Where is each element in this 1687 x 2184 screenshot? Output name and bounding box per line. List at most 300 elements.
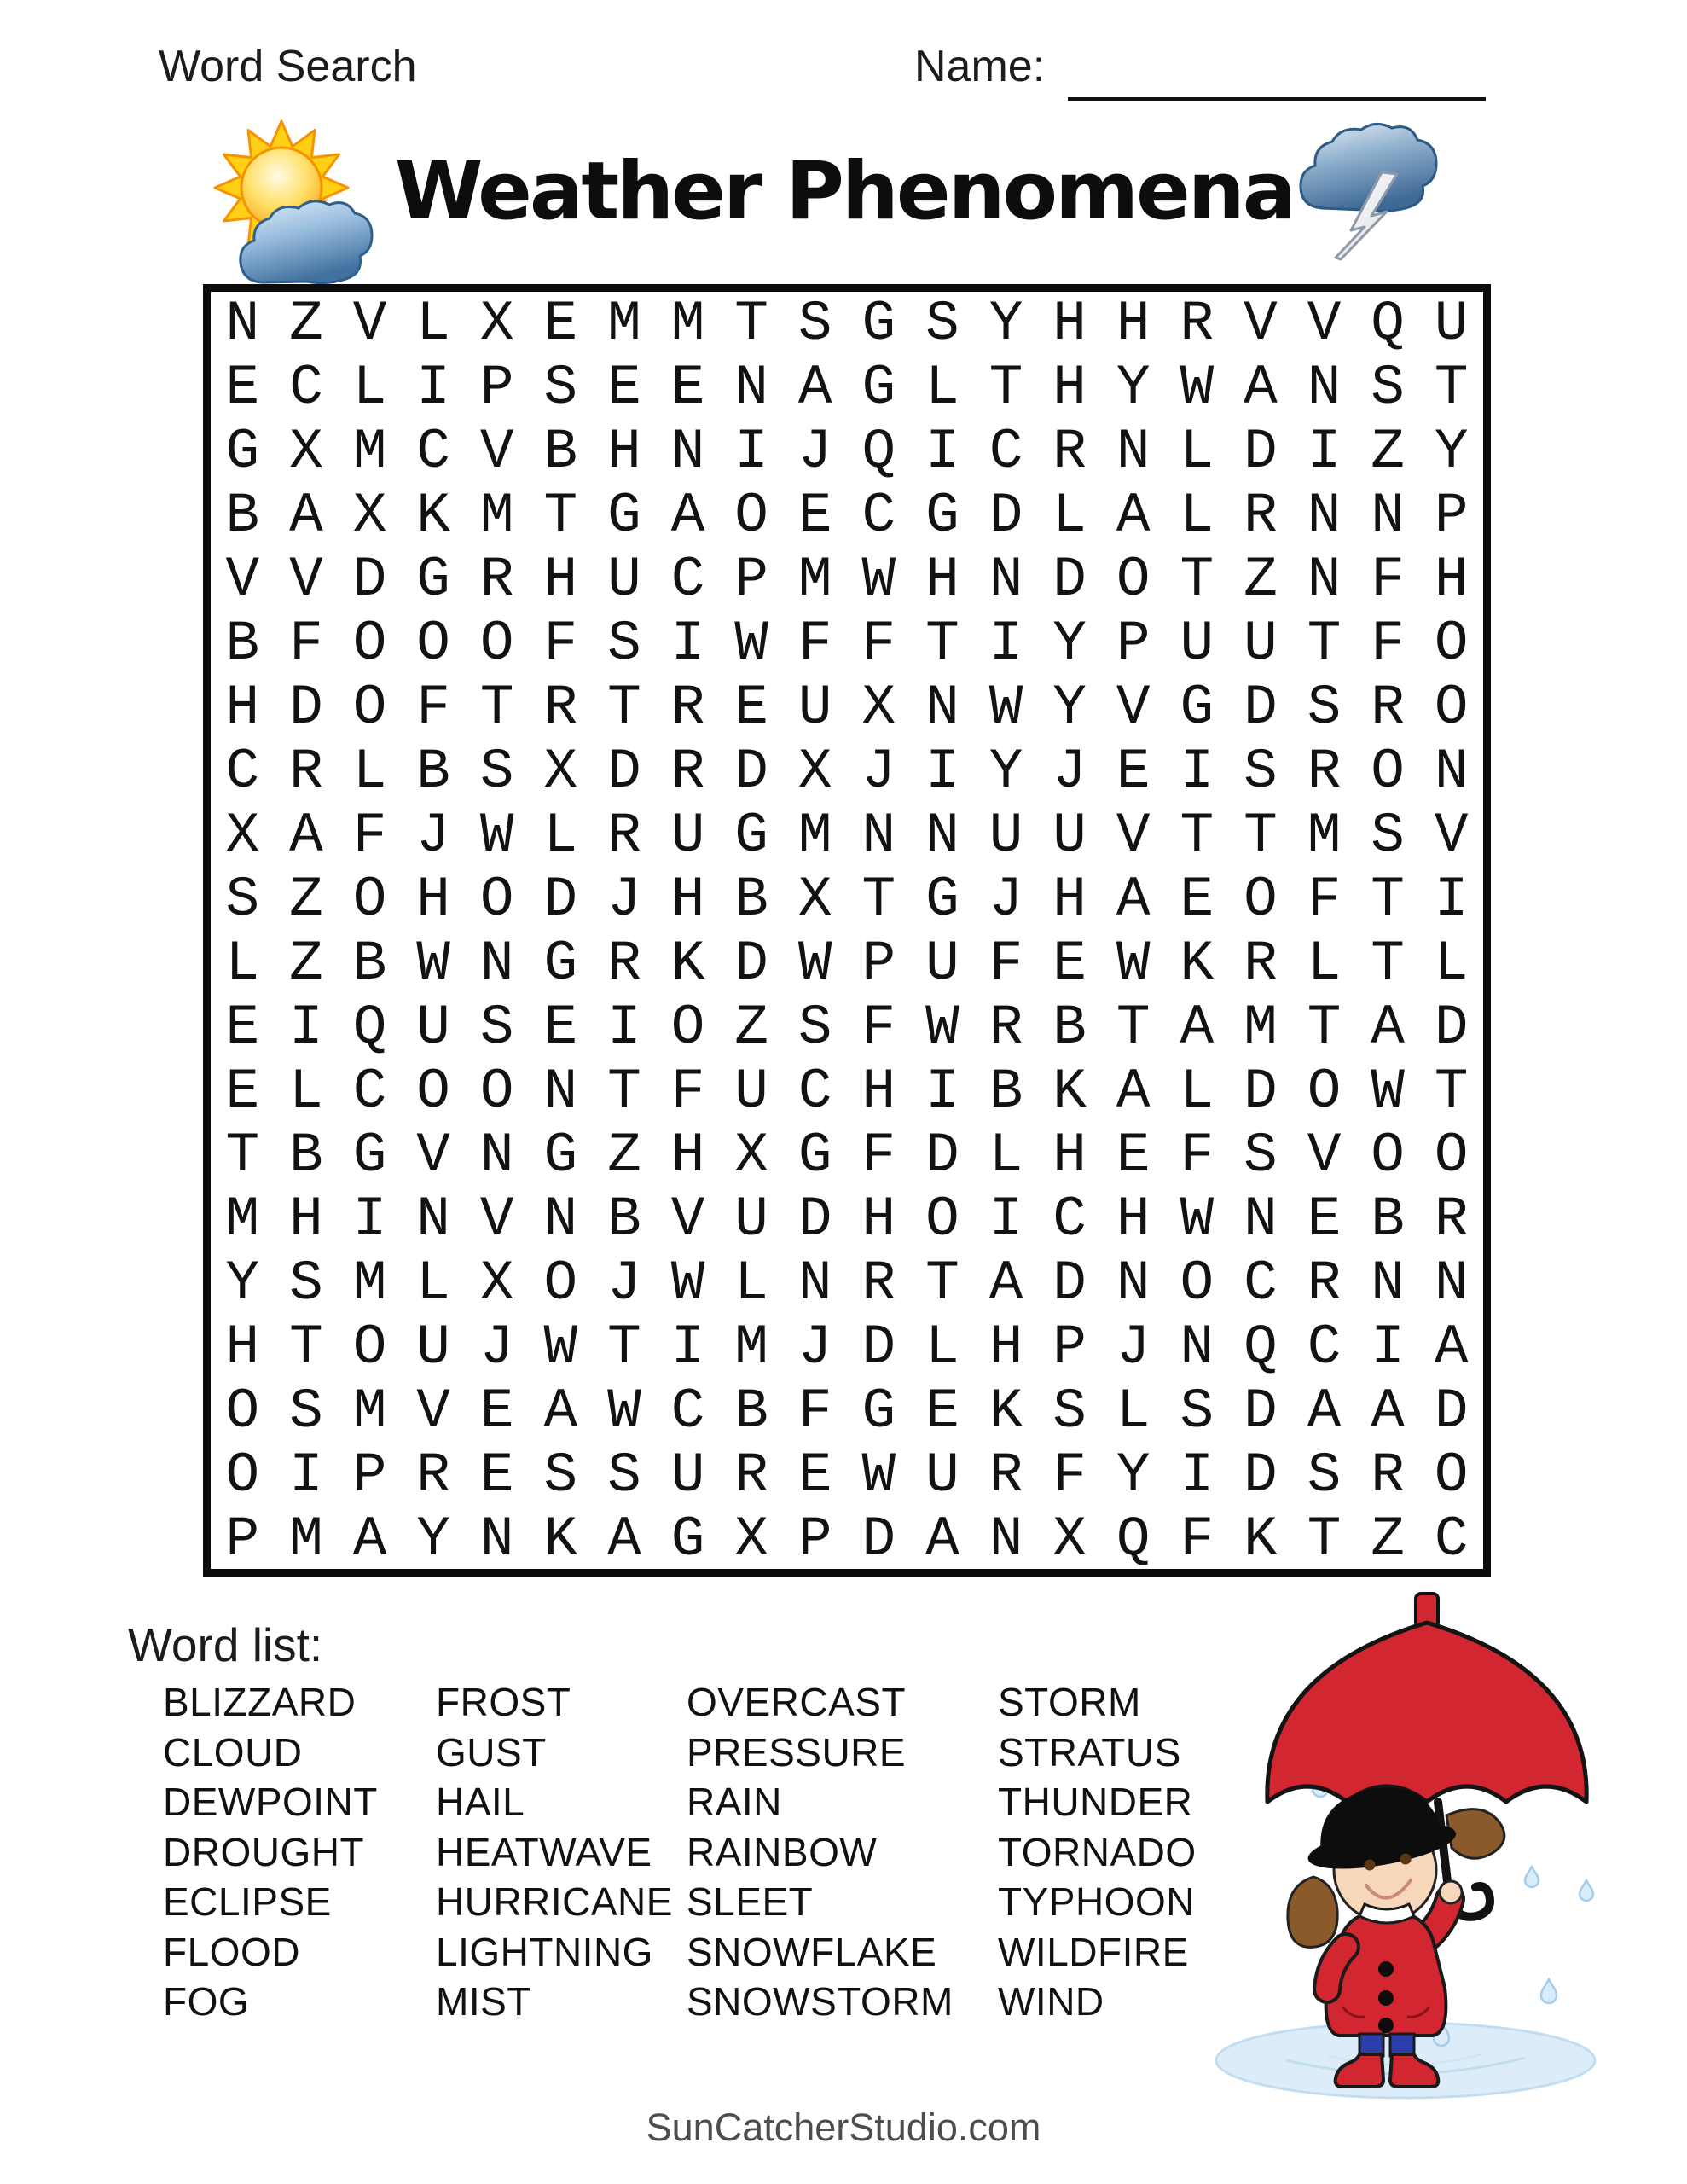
grid-letter: R (479, 548, 514, 612)
grid-letter: V (1307, 1124, 1342, 1188)
grid-letter: K (1052, 1060, 1087, 1124)
word-item: CLOUD (163, 1729, 303, 1774)
grid-letter: O (352, 1316, 387, 1380)
grid-letter: I (1371, 1316, 1405, 1380)
grid-letter: C (1434, 1507, 1469, 1571)
grid-letter: L (925, 356, 959, 420)
grid-letter: P (479, 356, 514, 420)
grid-letter: J (861, 740, 896, 804)
grid-letter: U (734, 1188, 768, 1252)
grid-letter: E (1307, 1188, 1342, 1252)
grid-letter: Y (1052, 612, 1087, 676)
grid-letter: C (670, 548, 705, 612)
grid-letter: D (1244, 1380, 1278, 1443)
grid-letter: G (925, 484, 959, 548)
grid-letter: N (543, 1188, 578, 1252)
word-item: ECLIPSE (163, 1879, 332, 1925)
grid-letter: Y (1116, 356, 1151, 420)
grid-letter: R (988, 1443, 1023, 1507)
grid-letter: I (734, 420, 768, 484)
grid-letter: V (479, 420, 514, 484)
grid-letter: T (1244, 804, 1278, 868)
grid-letter: H (1116, 1188, 1151, 1252)
word-item: STRATUS (998, 1729, 1181, 1774)
grid-letter: R (1307, 740, 1342, 804)
grid-letter: Q (352, 996, 387, 1060)
grid-letter: F (1307, 868, 1342, 932)
grid-letter: I (289, 996, 323, 1060)
grid-letter: U (988, 804, 1023, 868)
grid-letter: M (225, 1188, 260, 1252)
grid-letter: I (670, 1316, 705, 1380)
grid-letter: E (543, 996, 578, 1060)
grid-letter: V (289, 548, 323, 612)
word-item: STORM (998, 1680, 1141, 1725)
grid-letter: O (543, 1252, 578, 1316)
grid-letter: H (1052, 292, 1087, 356)
grid-letter: M (352, 1252, 387, 1316)
page-title: Weather Phenomena (394, 145, 1295, 238)
grid-letter: R (543, 676, 578, 740)
grid-letter: L (1116, 1380, 1151, 1443)
grid-letter: V (1244, 292, 1278, 356)
grid-letter: D (861, 1316, 896, 1380)
grid-letter: D (1434, 996, 1469, 1060)
grid-letter: C (670, 1380, 705, 1443)
grid-letter: S (1307, 1443, 1342, 1507)
grid-letter: D (797, 1188, 832, 1252)
grid-letter: T (289, 1316, 323, 1380)
word-item: SNOWSTORM (687, 1979, 954, 2024)
grid-letter: J (416, 804, 450, 868)
grid-letter: X (1052, 1507, 1087, 1571)
word-item: RAINBOW (687, 1829, 878, 1874)
grid-letter: O (479, 868, 514, 932)
grid-letter: M (1244, 996, 1278, 1060)
grid-letter: T (607, 676, 641, 740)
grid-letter: Z (289, 868, 323, 932)
grid-letter: E (225, 1060, 260, 1124)
word-item: SNOWFLAKE (687, 1929, 937, 1974)
grid-letter: U (797, 676, 832, 740)
eye-right (1400, 1854, 1412, 1865)
grid-letter: X (479, 1252, 514, 1316)
grid-letter: D (734, 740, 768, 804)
grid-letter: S (797, 996, 832, 1060)
word-item: MIST (436, 1979, 531, 2024)
grid-letter: E (734, 676, 768, 740)
grid-letter: H (1052, 1124, 1087, 1188)
grid-letter: M (607, 292, 641, 356)
grid-letter: W (988, 676, 1023, 740)
grid-letter: D (1244, 420, 1278, 484)
grid-letter: F (416, 676, 450, 740)
grid-letter: U (1052, 804, 1087, 868)
grid-letter: R (1052, 420, 1087, 484)
grid-letter: B (988, 1060, 1023, 1124)
grid-letter: U (416, 996, 450, 1060)
grid-letter: R (1371, 676, 1405, 740)
grid-letter: S (1244, 1124, 1278, 1188)
grid-letter: N (670, 420, 705, 484)
grid-letter: A (1244, 356, 1278, 420)
grid-letter: T (1180, 804, 1215, 868)
grid-letter: F (1371, 612, 1405, 676)
button (1378, 1961, 1394, 1977)
grid-letter: O (352, 868, 387, 932)
grid-letter: L (1180, 1060, 1215, 1124)
grid-letter: N (925, 676, 959, 740)
umbrella-canopy (1267, 1623, 1586, 1802)
grid-letter: X (861, 676, 896, 740)
word-item: LIGHTNING (436, 1929, 653, 1974)
grid-letter: O (1371, 1124, 1405, 1188)
grid-letter: O (925, 1188, 959, 1252)
name-label: Name: (914, 42, 1046, 91)
grid-letter: I (988, 612, 1023, 676)
grid-letter: W (861, 548, 896, 612)
grid-letter: E (670, 356, 705, 420)
grid-letter: K (1244, 1507, 1278, 1571)
word-item: PRESSURE (687, 1729, 907, 1774)
grid-letter: I (670, 612, 705, 676)
grid-letter: V (352, 292, 387, 356)
grid-letter: R (1244, 932, 1278, 996)
grid-letter: I (1434, 868, 1469, 932)
grid-letter: X (734, 1124, 768, 1188)
grid-letter: O (352, 612, 387, 676)
grid-letter: D (543, 868, 578, 932)
grid-letter: K (543, 1507, 578, 1571)
grid-letter: O (1371, 740, 1405, 804)
grid-letter: S (607, 612, 641, 676)
grid-letter: Q (1244, 1316, 1278, 1380)
grid-letter: H (1434, 548, 1469, 612)
grid-letter: W (543, 1316, 578, 1380)
grid-letter: F (861, 996, 896, 1060)
grid-letter: S (1371, 356, 1405, 420)
grid-letter: T (1307, 1507, 1342, 1571)
grid-letter: V (1116, 676, 1151, 740)
grid-letter: C (1307, 1316, 1342, 1380)
grid-letter: F (1180, 1507, 1215, 1571)
grid-letter: D (1052, 1252, 1087, 1316)
grid-letter: I (1307, 420, 1342, 484)
grid-letter: R (670, 740, 705, 804)
word-item: SLEET (687, 1879, 814, 1925)
grid-letter: Q (1116, 1507, 1151, 1571)
grid-letter: B (225, 484, 260, 548)
grid-letter: U (925, 932, 959, 996)
grid-letter: E (225, 996, 260, 1060)
grid-letter: A (797, 356, 832, 420)
grid-letter: J (797, 420, 832, 484)
grid-letter: J (607, 868, 641, 932)
grid-letter: F (352, 804, 387, 868)
grid-letter: N (797, 1252, 832, 1316)
grid-letter: S (1307, 676, 1342, 740)
grid-letter: D (988, 484, 1023, 548)
grid-letter: D (861, 1507, 896, 1571)
grid-letter: H (1116, 292, 1151, 356)
grid-letter: M (289, 1507, 323, 1571)
grid-letter: A (1116, 868, 1151, 932)
grid-letter: T (1307, 612, 1342, 676)
grid-letter: Y (1052, 676, 1087, 740)
grid-letter: S (797, 292, 832, 356)
word-item: TORNADO (998, 1829, 1197, 1874)
grid-letter: M (734, 1316, 768, 1380)
grid-letter: O (1434, 1124, 1469, 1188)
grid-letter: J (479, 1316, 514, 1380)
word-item: HEATWAVE (436, 1829, 652, 1874)
grid-letter: F (797, 612, 832, 676)
grid-letter: P (1116, 612, 1151, 676)
grid-letter: B (1371, 1188, 1405, 1252)
grid-letter: I (925, 740, 959, 804)
grid-letter: N (1244, 1188, 1278, 1252)
grid-letter: P (225, 1507, 260, 1571)
grid-letter: T (1434, 356, 1469, 420)
grid-letter: P (352, 1443, 387, 1507)
sun-cloud-icon (196, 118, 392, 288)
grid-letter: A (289, 484, 323, 548)
grid-letter: N (861, 804, 896, 868)
grid-letter: Y (988, 740, 1023, 804)
grid-letter: S (543, 356, 578, 420)
grid-letter: S (479, 740, 514, 804)
grid-letter: Z (1244, 548, 1278, 612)
grid-letter: H (1052, 356, 1087, 420)
grid-letter: N (543, 1060, 578, 1124)
grid-letter: L (1434, 932, 1469, 996)
grid-letter: G (352, 1124, 387, 1188)
grid-letter: R (861, 1252, 896, 1316)
grid-letter: B (225, 612, 260, 676)
grid-letter: K (1180, 932, 1215, 996)
grid-letter: S (1180, 1380, 1215, 1443)
grid-letter: E (479, 1443, 514, 1507)
name-blank-line (1068, 97, 1486, 101)
grid-letter: C (1052, 1188, 1087, 1252)
grid-letter: H (289, 1188, 323, 1252)
grid-letter: F (543, 612, 578, 676)
girl-umbrella-illustration (1192, 1589, 1619, 2105)
grid-letter: N (1434, 1252, 1469, 1316)
grid-letter: E (479, 1380, 514, 1443)
grid-letter: C (416, 420, 450, 484)
grid-letter: A (1371, 1380, 1405, 1443)
grid-letter: F (861, 612, 896, 676)
grid-letter: H (225, 1316, 260, 1380)
word-item: FLOOD (163, 1929, 300, 1974)
grid-letter: G (416, 548, 450, 612)
grid-letter: O (1434, 612, 1469, 676)
grid-letter: F (289, 612, 323, 676)
grid-letter: M (479, 484, 514, 548)
grid-letter: I (1180, 740, 1215, 804)
grid-letter: L (1052, 484, 1087, 548)
grid-letter: P (797, 1507, 832, 1571)
grid-letter: J (1052, 740, 1087, 804)
grid-letter: L (1307, 932, 1342, 996)
grid-letter: X (734, 1507, 768, 1571)
grid-letter: F (797, 1380, 832, 1443)
word-item: OVERCAST (687, 1680, 907, 1725)
grid-letter: N (1307, 356, 1342, 420)
word-item: WILDFIRE (998, 1929, 1189, 1974)
grid-letter: O (416, 1060, 450, 1124)
grid-letter: D (1434, 1380, 1469, 1443)
grid-letter: Q (861, 420, 896, 484)
grid-letter: R (607, 932, 641, 996)
grid-letter: V (1307, 292, 1342, 356)
grid-letter: U (670, 804, 705, 868)
grid-letter: E (1116, 740, 1151, 804)
grid-letter: W (797, 932, 832, 996)
grid-letter: U (1180, 612, 1215, 676)
grid-letter: X (797, 868, 832, 932)
grid-letter: L (289, 1060, 323, 1124)
grid-letter: U (607, 548, 641, 612)
grid-letter: W (479, 804, 514, 868)
grid-letter: H (670, 1124, 705, 1188)
grid-letter: S (925, 292, 959, 356)
grid-letter: E (1180, 868, 1215, 932)
grid-letter: B (1052, 996, 1087, 1060)
grid-letter: R (1371, 1443, 1405, 1507)
grid-letter: U (1434, 292, 1469, 356)
grid-letter: O (225, 1443, 260, 1507)
grid-letter: A (1371, 996, 1405, 1060)
grid-letter: M (670, 292, 705, 356)
grid-letter: A (670, 484, 705, 548)
grid-letter: N (1371, 1252, 1405, 1316)
grid-letter: R (734, 1443, 768, 1507)
grid-letter: N (479, 1124, 514, 1188)
grid-letter: G (861, 1380, 896, 1443)
grid-letter: D (1244, 676, 1278, 740)
grid-letter: G (1180, 676, 1215, 740)
grid-letter: A (925, 1507, 959, 1571)
grid-letter: F (1180, 1124, 1215, 1188)
word-item: WIND (998, 1979, 1104, 2024)
grid-letter: K (988, 1380, 1023, 1443)
grid-letter: F (861, 1124, 896, 1188)
grid-letter: T (225, 1124, 260, 1188)
grid-letter: L (1180, 484, 1215, 548)
grid-letter: Z (1371, 1507, 1405, 1571)
grid-letter: T (1371, 868, 1405, 932)
grid-letter: V (479, 1188, 514, 1252)
grid-letter: M (797, 548, 832, 612)
grid-letter: Y (1116, 1443, 1151, 1507)
grid-letter: E (607, 356, 641, 420)
grid-letter: G (734, 804, 768, 868)
word-item: DROUGHT (163, 1829, 365, 1874)
grid-letter: H (861, 1188, 896, 1252)
grid-letter: W (925, 996, 959, 1060)
grid-letter: H (988, 1316, 1023, 1380)
grid-letter: R (607, 804, 641, 868)
grid-letter: W (1180, 1188, 1215, 1252)
grid-letter: X (797, 740, 832, 804)
word-item: TYPHOON (998, 1879, 1195, 1925)
grid-letter: N (479, 932, 514, 996)
grid-letter: E (797, 484, 832, 548)
word-list-column-3 (687, 1677, 954, 2027)
word-list-heading: Word list: (128, 1618, 323, 1671)
grid-letter: B (416, 740, 450, 804)
grid-letter: R (988, 996, 1023, 1060)
word-list-column-1 (163, 1677, 378, 2027)
grid-letter: X (479, 292, 514, 356)
grid-letter: A (607, 1507, 641, 1571)
grid-letter: B (734, 868, 768, 932)
grid-letter: E (797, 1443, 832, 1507)
grid-letter: G (861, 292, 896, 356)
grid-letter: V (670, 1188, 705, 1252)
grid-letter: C (988, 420, 1023, 484)
grid-letter: L (225, 932, 260, 996)
grid-letter: T (925, 1252, 959, 1316)
grid-letter: P (1052, 1316, 1087, 1380)
grid-letter: H (861, 1060, 896, 1124)
grid-letter: G (543, 1124, 578, 1188)
grid-letter: A (1434, 1316, 1469, 1380)
grid-letter: E (925, 1380, 959, 1443)
grid-letter: P (734, 548, 768, 612)
grid-letter: U (925, 1443, 959, 1507)
grid-letter: O (734, 484, 768, 548)
grid-letter: O (1307, 1060, 1342, 1124)
grid-letter: D (1052, 548, 1087, 612)
grid-letter: T (925, 612, 959, 676)
grid-letter: E (1116, 1124, 1151, 1188)
grid-letter: Y (416, 1507, 450, 1571)
grid-letter: A (1180, 996, 1215, 1060)
grid-letter: E (1052, 932, 1087, 996)
grid-letter: L (352, 356, 387, 420)
grid-letter: D (607, 740, 641, 804)
grid-letter: M (1307, 804, 1342, 868)
grid-letter: I (607, 996, 641, 1060)
grid-letter: N (734, 356, 768, 420)
grid-letter: L (734, 1252, 768, 1316)
grid-letter: P (1434, 484, 1469, 548)
grid-letter: D (352, 548, 387, 612)
grid-letter: T (1116, 996, 1151, 1060)
word-item: FOG (163, 1979, 250, 2024)
hand (1440, 1881, 1462, 1903)
grid-letter: N (988, 1507, 1023, 1571)
grid-letter: F (1052, 1443, 1087, 1507)
grid-letter: G (797, 1124, 832, 1188)
grid-letter: Y (988, 292, 1023, 356)
grid-letter: J (607, 1252, 641, 1316)
grid-letter: J (1116, 1316, 1151, 1380)
grid-letter: R (1307, 1252, 1342, 1316)
grid-letter: U (1244, 612, 1278, 676)
grid-letter: O (1434, 1443, 1469, 1507)
grid-letter: R (1180, 292, 1215, 356)
grid-letter: Z (289, 932, 323, 996)
grid-letter: O (1116, 548, 1151, 612)
grid-letter: T (1434, 1060, 1469, 1124)
grid-letter: R (670, 676, 705, 740)
grid-letter: H (543, 548, 578, 612)
grid-letter: T (861, 868, 896, 932)
